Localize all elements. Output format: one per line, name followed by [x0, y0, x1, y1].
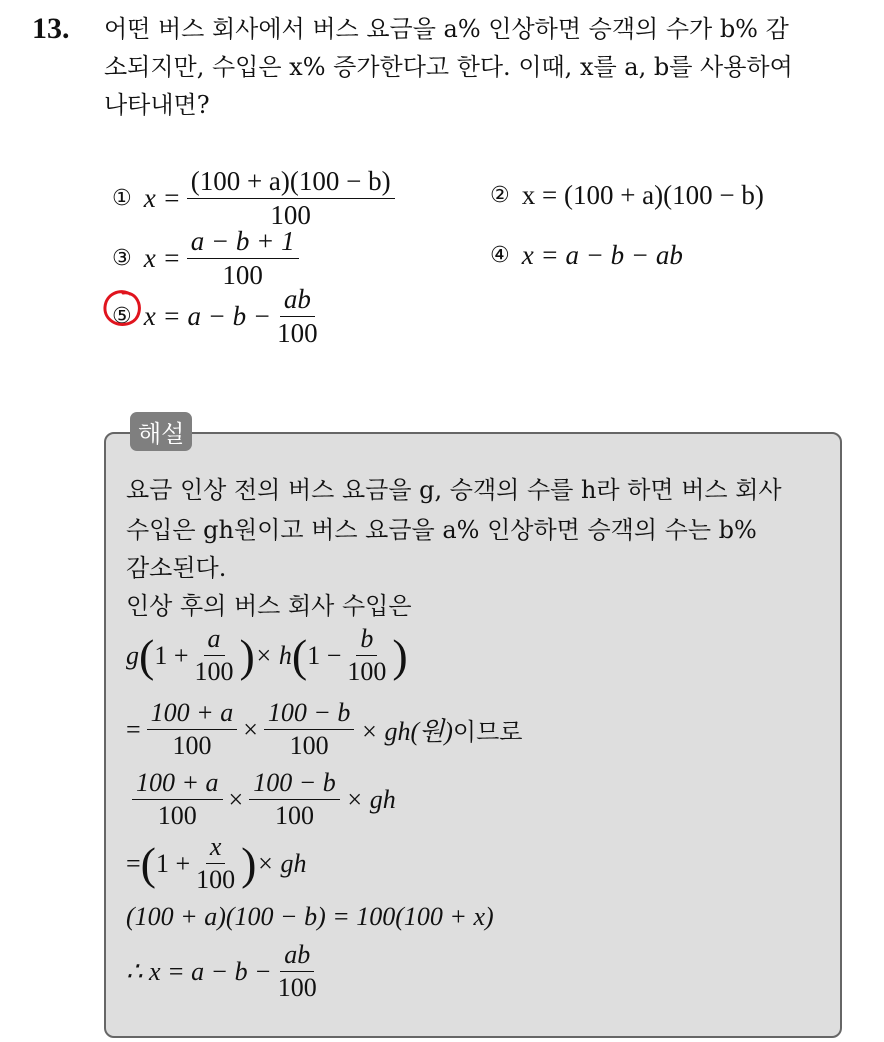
question-line-3: 나타내면?	[104, 91, 210, 119]
equals: =	[126, 714, 141, 744]
denominator: 100	[196, 865, 236, 894]
choice-expression: x = a − b − ab	[521, 240, 683, 270]
choice-expression: x = (100 + a)(100 − b)	[521, 180, 764, 210]
fraction	[187, 166, 395, 231]
choice-number: ③	[112, 246, 132, 271]
denominator: 100	[277, 973, 317, 1002]
fraction	[264, 698, 355, 761]
choice-number: ①	[112, 186, 132, 211]
question-line-2: 소되지만, 수입은 x% 증가한다고 한다. 이때, x를 a, b를 사용하여	[104, 53, 793, 81]
fraction	[347, 624, 386, 687]
choice-2[interactable]	[490, 180, 764, 211]
suffix-text: 이므로	[452, 718, 523, 746]
denominator: 100	[274, 801, 314, 830]
question-number: 13.	[32, 12, 70, 45]
term: × gh	[345, 784, 396, 814]
question-line-1: 어떤 버스 회사에서 버스 요금을 a% 인상하면 승객의 수가 b% 감	[104, 15, 789, 43]
equation-text: (100 + a)(100 − b) = 100(100 + x)	[126, 902, 494, 931]
left-paren: (	[139, 629, 155, 681]
answer-circle-mark	[100, 286, 144, 330]
equation-4	[126, 832, 307, 895]
denominator: 100	[270, 200, 311, 230]
numerator: a	[204, 624, 225, 656]
fraction	[278, 940, 317, 1003]
term: 1 +	[154, 640, 189, 670]
denominator: 100	[172, 731, 212, 760]
explanation-line-4: 인상 후의 버스 회사 수입은	[126, 592, 412, 620]
term: × h	[254, 640, 292, 670]
numerator: ab	[280, 284, 315, 317]
numerator: (100 + a)(100 − b)	[187, 166, 395, 199]
var-g: g	[126, 640, 139, 670]
numerator: b	[356, 624, 377, 656]
fraction	[195, 624, 234, 687]
equation-2	[126, 698, 522, 761]
term: 1 −	[307, 640, 342, 670]
question-text	[104, 10, 864, 124]
term: × gh(원)	[360, 717, 453, 746]
right-paren: )	[239, 629, 255, 681]
fraction	[147, 698, 238, 761]
choice-lhs: x = a − b −	[143, 301, 272, 331]
denominator: 100	[277, 318, 318, 348]
explanation-line-2: 수입은 gh원이고 버스 요금을 a% 인상하면 승객의 수는 b%	[126, 516, 757, 544]
right-paren: )	[392, 629, 408, 681]
choice-1[interactable]	[112, 166, 401, 231]
equation-5	[126, 902, 494, 932]
fraction	[196, 832, 235, 895]
denominator: 100	[194, 657, 234, 686]
denominator: 100	[222, 260, 263, 290]
fraction	[249, 768, 340, 831]
choice-lhs: x =	[143, 183, 181, 213]
choice-lhs: x =	[143, 243, 181, 273]
explanation-line-3: 감소된다.	[126, 554, 227, 582]
numerator: 100 − b	[249, 768, 340, 800]
numerator: a − b + 1	[187, 226, 299, 259]
equals: =	[126, 848, 141, 878]
explanation-label: 해설	[130, 412, 192, 451]
left-paren: (	[140, 837, 156, 889]
equation-6	[126, 940, 323, 1003]
conclusion-lhs: ∴ x = a − b −	[126, 956, 272, 986]
fraction	[132, 768, 223, 831]
denominator: 100	[157, 801, 197, 830]
choice-number: ④	[490, 243, 510, 268]
left-paren: (	[291, 629, 308, 681]
equation-3	[126, 768, 396, 831]
choice-3[interactable]	[112, 226, 305, 291]
term: × gh	[256, 848, 307, 878]
fraction	[187, 226, 299, 291]
right-paren: )	[241, 837, 257, 889]
times: ×	[243, 714, 258, 744]
numerator: 100 + a	[132, 768, 223, 800]
denominator: 100	[289, 731, 329, 760]
equation-1	[126, 624, 408, 687]
numerator: 100 − b	[264, 698, 355, 730]
choice-4[interactable]	[490, 240, 683, 271]
choice-number: ⑤	[112, 304, 132, 329]
denominator: 100	[347, 657, 387, 686]
explanation-line-1: 요금 인상 전의 버스 요금을 g, 승객의 수를 h라 하면 버스 회사	[126, 476, 782, 504]
numerator: 100 + a	[147, 698, 238, 730]
fraction	[277, 284, 318, 349]
numerator: ab	[280, 940, 314, 972]
term: 1 +	[156, 848, 191, 878]
numerator: x	[206, 832, 226, 864]
times: ×	[228, 784, 244, 814]
choice-number: ②	[490, 183, 510, 208]
